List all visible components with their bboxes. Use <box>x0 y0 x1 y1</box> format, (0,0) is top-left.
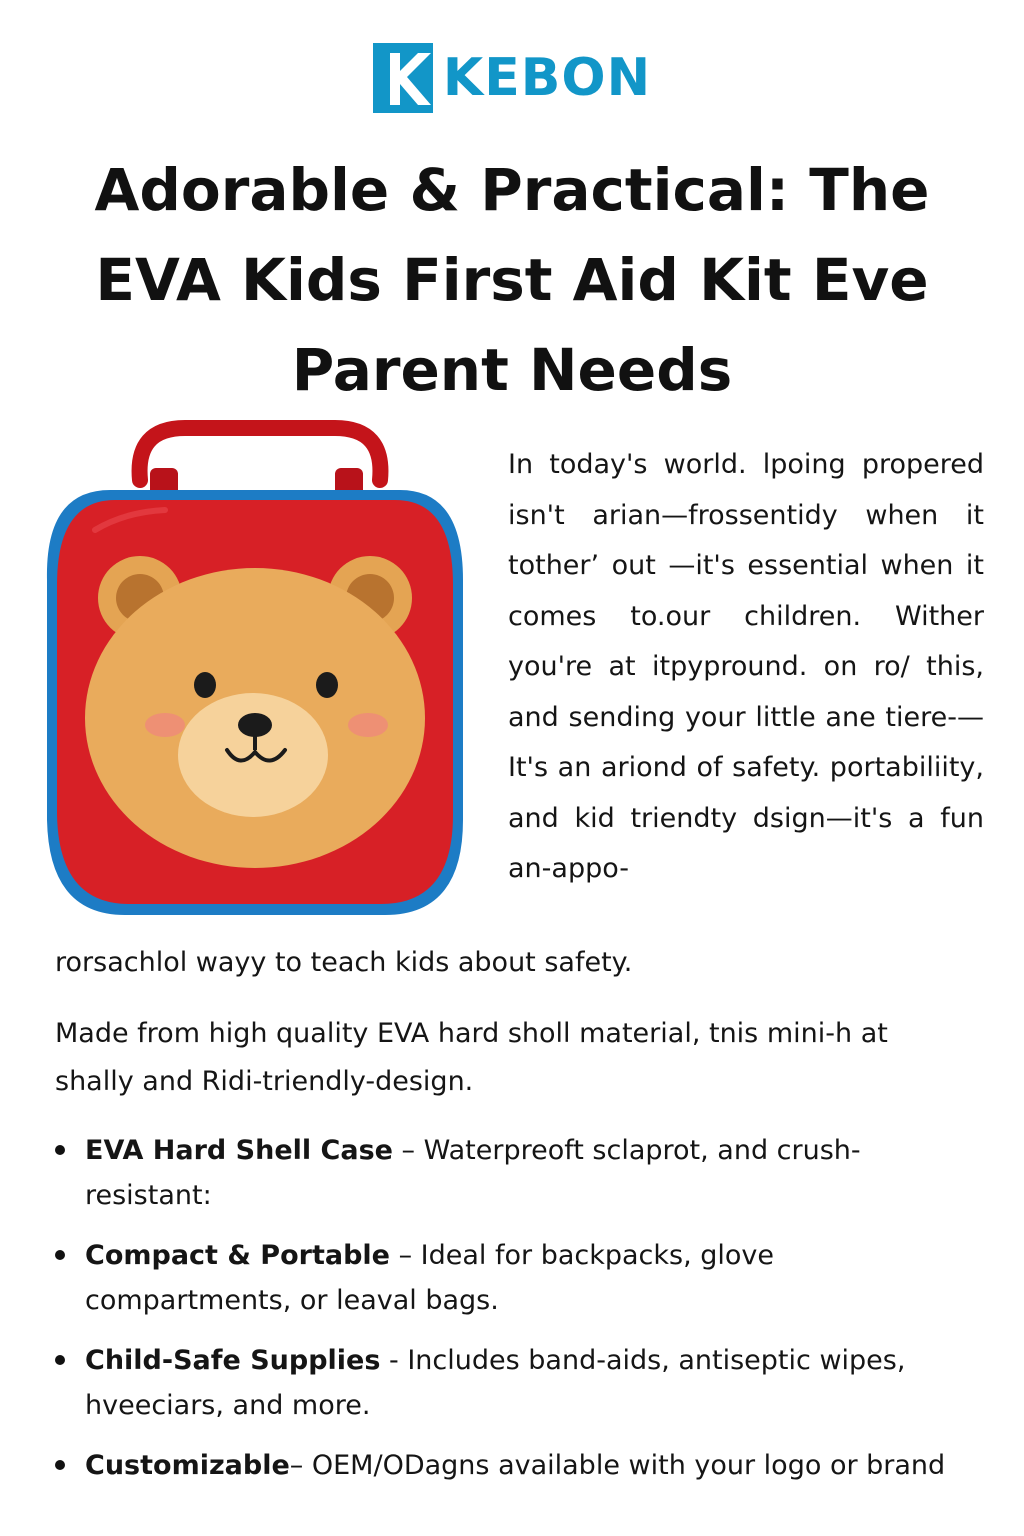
material-paragraph: Made from high quality EVA hard sholl material, tnis mini-h at shally and Ridi-triendly-design. <box>55 1018 888 1097</box>
feature-item <box>55 1128 985 1218</box>
intro-paragraph: In today's world. lpoing propered isn't arian—frossentidy when it tother’ out —it's essential when it comes to.our children. Wither you're at itpypround. on ro/ this, and sending your little ane tiere-—It's an ariond of safety. portabiliity, and kid triendty dsign—it's a fun an-appo- <box>508 449 984 884</box>
bullet-icon <box>55 1355 65 1365</box>
feature-item <box>55 1443 985 1488</box>
bear-first-aid-case-image <box>35 420 475 930</box>
page-title: Adorable & Practical: The EVA Kids First Aid Kit Eve Parent Needs <box>94 156 930 404</box>
feature-title: EVA Hard Shell Case <box>85 1135 393 1166</box>
feature-text: Ideal for backpacks, glove compartments, or leaval bags. <box>85 1240 775 1316</box>
feature-title: Child-Safe Supplies <box>85 1345 381 1376</box>
feature-text: Includes band-aids, antiseptic wipes, hveeciars, and more. <box>85 1345 906 1421</box>
feature-separator: – <box>392 1135 424 1166</box>
feature-text: OEM/ODagns available with your logo or brand <box>311 1450 946 1481</box>
feature-separator: – <box>289 1450 312 1481</box>
feature-item <box>55 1233 985 1323</box>
feature-title: Customizable <box>85 1450 290 1481</box>
bullet-icon <box>55 1250 65 1260</box>
bullet-icon <box>55 1145 65 1155</box>
brand-name: KEBON <box>442 48 652 108</box>
feature-title: Compact & Portable <box>85 1240 390 1271</box>
kebon-logo-icon <box>373 43 433 113</box>
brand-logo <box>0 40 1024 116</box>
feature-separator: - <box>380 1345 408 1376</box>
feature-item <box>55 1338 985 1428</box>
feature-list <box>55 1128 985 1503</box>
bullet-icon <box>55 1460 65 1470</box>
feature-text: Waterpreoft sclaprot, and crush-resistant: <box>85 1135 861 1211</box>
feature-separator: – <box>389 1240 421 1271</box>
intro-paragraph-continuation: rorsachlol wayy to teach kids about safety. <box>55 947 633 978</box>
